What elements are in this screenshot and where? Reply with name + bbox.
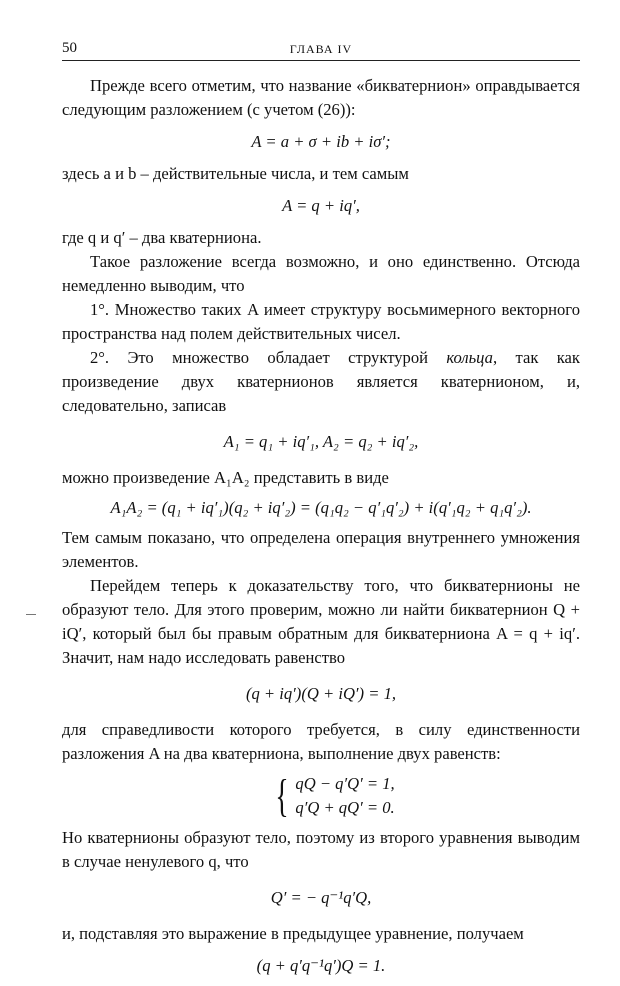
paragraph: Такое разложение всегда возможно, и оно единственно. Отсюда немедленно выводим, что [62,252,580,295]
equation: (q + iq′)(Q + iQ′) = 1, [245,684,397,703]
page-number: 50 [62,40,77,56]
equation: A₁ = q₁ + iq′₁, A₂ = q₂ + iq′₂, [223,432,419,451]
margin-mark [26,614,36,615]
equation: Q′ = − q⁻¹q′Q, [270,888,372,907]
paragraph: Тем самым показано, что определена операция внутреннего умножения элементов. [62,528,580,571]
page-header [62,40,580,61]
paragraph: Но кватернионы образуют тело, поэтому из второго уравнения выводим в случае ненулевого q, что [62,828,580,871]
equation-system-lines [295,772,394,820]
paragraph: 1°. Множество таких A имеет структуру восьмимерного векторного пространства над полем действительных чисел. [62,300,580,343]
equation-system [86,772,580,820]
equation: A = q + iq′, [282,196,360,215]
paragraph: где q и q′ – два кватерниона. [62,228,262,247]
equation: (q + q′q⁻¹q′)Q = 1. [256,956,386,975]
paragraph-text: 2°. Это множество обладает структурой [90,348,447,367]
emphasis-term: кольца [446,348,493,367]
equation: qQ − q′Q′ = 1, [295,774,395,793]
paragraph-text: , так как произведение двух кватернионов является кватернионом, и, следовательно, записав [62,348,580,415]
page-body [62,74,580,986]
chapter-title: ГЛАВА IV [289,42,353,56]
paragraph: можно произведение A₁A₂ представить в виде [62,468,389,487]
paragraph: и, подставляя это выражение в предыдущее уравнение, получаем [62,924,524,943]
paragraph: Перейдем теперь к доказательству того, что бикватернионы не образуют тело. Для этого проверим, можно ли найти бикватернион Q + iQ′, который был бы правым обратным для бикватерниона A = q + iq′. Значит, нам надо исследовать равенство [62,576,580,667]
left-brace: { [275,770,289,821]
equation: A = a + σ + ib + iσ′; [251,132,391,151]
equation: A₁A₂ = (q₁ + iq′₁)(q₂ + iq′₂) = (q₁q₂ − q′₁q′₂) + i(q′₁q₂ + q₁q′₂). [110,498,532,517]
paragraph: Прежде всего отметим, что название «бикватернион» оправдывается следующим разложением (с учетом (26)): [62,76,580,119]
equation: q′Q + qQ′ = 0. [295,798,395,817]
paragraph: здесь a и b – действительные числа, и тем самым [62,164,409,183]
paragraph: для справедливости которого требуется, в силу единственности разложения A на два кватерниона, выполнение двух равенств: [62,720,580,763]
paragraph [62,346,580,418]
